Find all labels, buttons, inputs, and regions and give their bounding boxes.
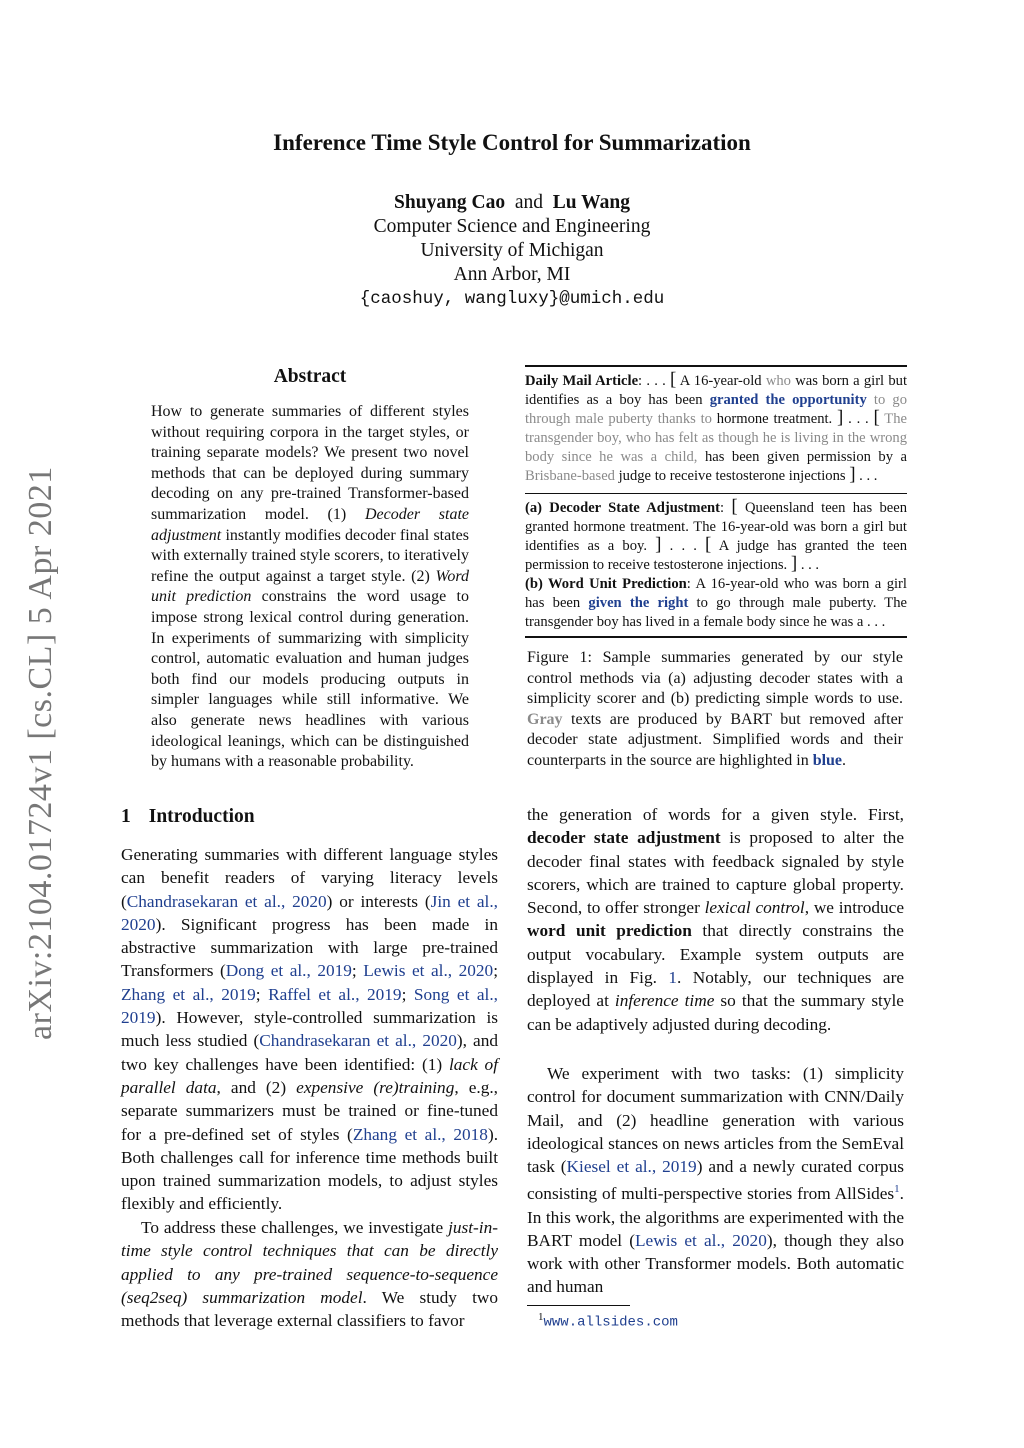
- citation-link[interactable]: Lewis et al., 2020: [363, 961, 494, 981]
- text-span: . . .: [661, 537, 706, 554]
- blue-word: blue: [812, 751, 843, 769]
- paper-title: Inference Time Style Control for Summarization: [273, 130, 751, 155]
- highlight-span: granted the opportunity: [709, 392, 867, 409]
- text-span: Figure 1: Sample summaries generated by our style control methods via (a) adjusting decoder states with a simplicity scorer and (b) predicting simple words to use.: [527, 649, 903, 708]
- bracket-close: ]: [790, 552, 798, 574]
- figure-1-caption: [527, 648, 903, 772]
- section-heading-introduction: [121, 806, 273, 828]
- bracket-open: [: [873, 407, 880, 429]
- footnote-url-link[interactable]: www.allsides.com: [543, 1314, 678, 1331]
- text-span: ;: [401, 984, 414, 1004]
- highlight-span: given the right: [588, 595, 689, 612]
- figure-summary-a: (a) Decoder State Adjustment: [ Queensland teen has been granted hormone treatment. The 16-year-old was born a girl but identifies as a boy. ] . . . [ A judge has granted the teen permission to receive testosterone injections. ] . . .: [525, 495, 908, 574]
- text-span: : A 16-year-old who was born a girl has been: [525, 575, 907, 612]
- text-span: ), and two key challenges have been identified: (1): [121, 1031, 498, 1074]
- text-span: To address these challenges, we investigate: [141, 1218, 449, 1237]
- affiliation-city: Ann Arbor, MI: [453, 264, 571, 285]
- text-span: judge to receive testosterone injections: [614, 468, 850, 485]
- italic-span: inference time: [614, 991, 715, 1011]
- citation-link[interactable]: Kiesel et al., 2019: [566, 1157, 697, 1177]
- affiliation-univ: University of Michigan: [420, 240, 604, 261]
- author-1: Shuyang Cao: [394, 192, 506, 213]
- figure-1-box: [525, 365, 907, 638]
- affiliation-dept: Computer Science and Engineering: [373, 216, 651, 237]
- text-span: . . .: [797, 556, 820, 573]
- text-span: Generating summaries with different language styles can benefit readers of varying literacy levels (: [121, 845, 498, 911]
- italic-span: lexical control: [704, 898, 805, 918]
- author-and: and: [514, 192, 544, 213]
- text-span: . Notably, our techniques are deployed at: [527, 968, 904, 1011]
- citation-link[interactable]: Chandrasekaran et al., 2020: [126, 891, 327, 911]
- text-span: We experiment with two tasks: (1) simplicity control for document summarization with CNN/Daily Mail, and (2) headline generation with various ideological stances on news articles from the SemEval task (: [527, 1064, 904, 1177]
- footnote-number: 1: [538, 1311, 544, 1323]
- text-span: has been given permission by a: [697, 449, 907, 466]
- text-span: ), though they also work with other Transformer models. Both automatic and human: [527, 1230, 904, 1297]
- citation-link[interactable]: Lewis et al., 2020: [635, 1230, 767, 1250]
- text-span: Queensland teen has been granted hormone treatment. The 16-year-old was born a girl but identifies as a boy.: [525, 499, 908, 554]
- author-email: {caoshuy, wangluxy}@umich.edu: [359, 289, 665, 309]
- citation-link[interactable]: Song et al., 2019: [121, 984, 498, 1028]
- arxiv-stamp: arXiv:2104.01724v1 [cs.CL] 5 Apr 2021: [22, 466, 59, 1040]
- text-span: .: [842, 751, 847, 769]
- citation-link[interactable]: Raffel et al., 2019: [268, 984, 402, 1004]
- bracket-open: [: [670, 369, 677, 390]
- citation-link[interactable]: Dong et al., 2019: [225, 961, 352, 981]
- abstract-italic-2: Word unit prediction: [151, 567, 469, 606]
- text-span: A judge has granted the teen permission to receive testosterone injections.: [525, 537, 907, 573]
- gray-span: who: [765, 373, 791, 389]
- figure-rule-top: [525, 365, 907, 367]
- gray-span: Brisbane-based: [525, 468, 615, 485]
- right-paragraph-2: [527, 1062, 904, 1299]
- bracket-open: [: [705, 533, 712, 555]
- text-span: that directly constrains the output vocabulary. Example system outputs are displayed in Fig.: [527, 921, 904, 988]
- intro-paragraph-2: [121, 1216, 498, 1332]
- section-number: 1: [121, 806, 131, 827]
- text-span: . In this work, the algorithms are experimented with the BART model (: [527, 1184, 904, 1250]
- abstract-part-2: instantly modifies decoder final states with externally trained style scorers, to iteratively refine the output against a target style. (2): [151, 526, 469, 585]
- text-span: ). However, style-controlled summarization is much less studied (: [121, 1008, 498, 1051]
- text-span: ). Both challenges call for inference time methods built upon trained summarization models, to adjust styles flexibly and efficiently.: [121, 1124, 499, 1214]
- section-title: Introduction: [148, 806, 255, 827]
- text-span: , we introduce: [804, 898, 905, 918]
- text-span: : . . .: [638, 373, 671, 389]
- text-span: ;: [493, 961, 498, 981]
- gray-word: Gray: [527, 710, 563, 728]
- text-span: ) or interests (: [326, 891, 431, 911]
- text-span: hormone treatment.: [711, 411, 837, 428]
- text-span: is proposed to alter the decoder final states with feedback signaled by style scorers, which are trained to capture global property. Second, to offer stronger: [527, 828, 904, 918]
- abstract-italic-1: Decoder state adjustment: [151, 505, 469, 544]
- citation-link[interactable]: Jin et al., 2020: [121, 891, 498, 934]
- footnote: [538, 1311, 678, 1330]
- text-span: to go through male puberty. The transgender boy has lived in a female body since he was a . . .: [525, 595, 907, 631]
- citation-link[interactable]: Chandrasekaran et al., 2020: [259, 1031, 457, 1051]
- text-span: . . .: [843, 411, 874, 428]
- intro-paragraph-1: [121, 843, 498, 1216]
- bracket-close: ]: [849, 464, 856, 486]
- text-span: , and (2): [216, 1077, 297, 1097]
- text-span: , e.g., separate summarizers must be trained or fine-tuned for a pre-defined set of styles (: [121, 1077, 499, 1144]
- right-paragraph-1: [527, 803, 904, 1036]
- abstract-heading: Abstract: [273, 366, 347, 387]
- citation-link[interactable]: Zhang et al., 2018: [352, 1124, 488, 1144]
- text-span: so that the summary style can be adaptively adjusted during decoding.: [527, 991, 904, 1034]
- gray-span: to go through male puberty thanks to: [525, 392, 907, 428]
- italic-span: lack of parallel data: [121, 1054, 498, 1097]
- bracket-close: ]: [837, 407, 844, 429]
- text-span: the generation of words for a given style. First,: [527, 805, 904, 824]
- author-2: Lu Wang: [552, 192, 630, 213]
- summary-a-label: (a) Decoder State Adjustment: [525, 499, 721, 516]
- bracket-open: [: [731, 495, 738, 517]
- figure-summary-b: [525, 575, 907, 632]
- text-span: . We study two methods that leverage external classifiers to favor: [121, 1287, 498, 1331]
- article-label: Daily Mail Article: [525, 373, 639, 389]
- bracket-close: ]: [655, 533, 662, 555]
- footnote-marker[interactable]: 1: [894, 1183, 900, 1196]
- italic-span: expensive (re)training: [296, 1077, 455, 1097]
- text-span: texts are produced by BART but removed after decoder state adjustment. Simplified words and their counterparts in the source are highlighted in: [527, 710, 903, 769]
- italic-span: just-in-time style control techniques that can be directly applied to any pre-trained sequence-to-sequence (seq2seq) summarization model: [121, 1218, 498, 1307]
- text-span: ) and a newly curated corpus consisting of multi-perspective stories from AllSides: [527, 1157, 904, 1204]
- figure-rule-mid: [525, 493, 907, 494]
- author-block: [0, 191, 1024, 311]
- summary-b-label: (b) Word Unit Prediction: [525, 575, 687, 592]
- text-span: ). Significant progress has been made in abstractive summarization with large pre-trained Transformers (: [121, 914, 498, 981]
- footnote-rule: [527, 1305, 630, 1306]
- text-span: . . .: [855, 468, 878, 485]
- text-span: was born a girl but identifies as a boy has been: [525, 373, 908, 409]
- bold-span: decoder state adjustment: [527, 828, 721, 848]
- text-span: ;: [351, 961, 364, 981]
- figure-article: [525, 369, 908, 487]
- text-span: A 16-year-old: [676, 373, 766, 389]
- text-span: ;: [255, 984, 269, 1004]
- author-names: [0, 191, 1024, 215]
- figure-rule-bottom: [525, 636, 907, 638]
- gray-span: The transgender boy, who has felt as though he is living in the wrong body since he was a child,: [525, 411, 908, 466]
- bold-span: word unit prediction: [527, 921, 692, 941]
- abstract-part-3: constrains the word usage to impose strong lexical control during generation. In experiments of summarizing with simplicity control, automatic evaluation and human judges both find our models producing outputs in simpler languages while still informative. We also generate news headlines with various ideological leanings, which can be distinguished by humans with a reasonable probability.: [151, 588, 469, 771]
- figure-ref-link[interactable]: 1: [668, 968, 678, 988]
- citation-link[interactable]: Zhang et al., 2019: [121, 984, 256, 1004]
- abstract-part-1: How to generate summaries of different styles without requiring corpora in the target styles, or training separate models? We present two novel methods that can be deployed during summary decoding on any pre-trained Transformer-based summarization model. (1): [151, 403, 469, 523]
- abstract-text: [151, 402, 469, 773]
